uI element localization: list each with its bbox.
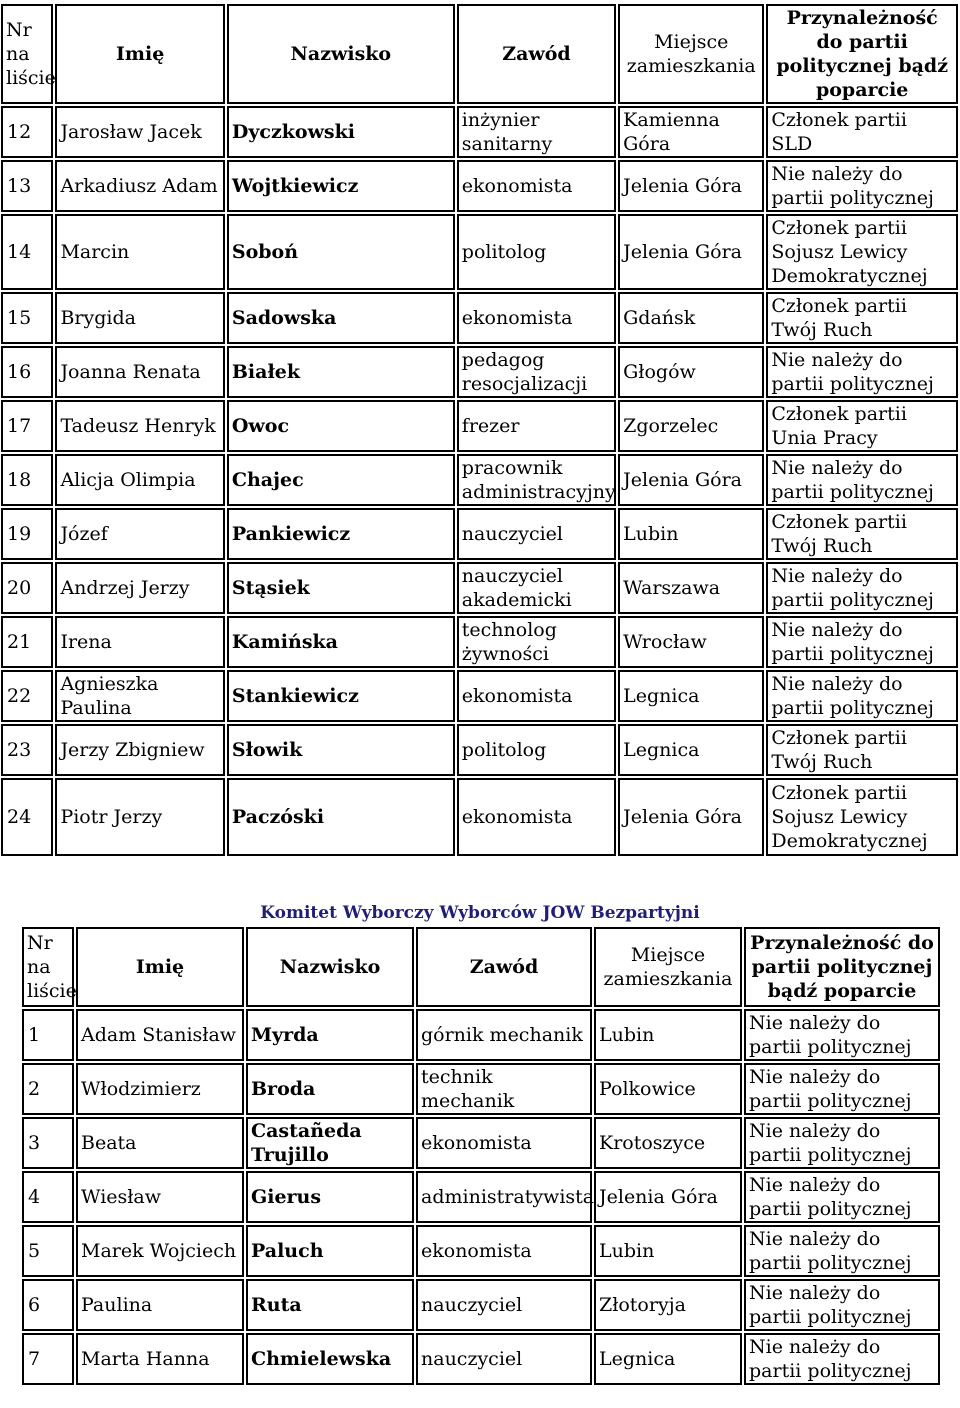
cell-party: Nie należy do partii politycznej bbox=[766, 562, 958, 614]
cell-first-name: Irena bbox=[55, 616, 224, 668]
table-row bbox=[1, 454, 958, 506]
cell-party: Nie należy do partii politycznej bbox=[766, 670, 958, 722]
cell-first-name: Brygida bbox=[55, 292, 224, 344]
cell-nr: 15 bbox=[1, 292, 53, 344]
table-row bbox=[22, 1117, 940, 1169]
cell-last-name: Pankiewicz bbox=[227, 508, 455, 560]
cell-residence: Złotoryja bbox=[594, 1279, 742, 1331]
cell-last-name: Chajec bbox=[227, 454, 455, 506]
cell-party: Nie należy do partii politycznej bbox=[766, 346, 958, 398]
table-row bbox=[22, 1009, 940, 1061]
cell-last-name: Kamińska bbox=[227, 616, 455, 668]
cell-occupation: technik mechanik bbox=[416, 1063, 592, 1115]
cell-residence: Jelenia Góra bbox=[618, 160, 764, 212]
table-row bbox=[1, 400, 958, 452]
cell-party: Nie należy do partii politycznej bbox=[744, 1279, 940, 1331]
cell-occupation: technolog żywności bbox=[457, 616, 616, 668]
cell-occupation: administratywista bbox=[416, 1171, 592, 1223]
cell-last-name: Soboń bbox=[227, 214, 455, 290]
cell-first-name: Józef bbox=[55, 508, 224, 560]
cell-nr: 18 bbox=[1, 454, 53, 506]
cell-party: Członek partii Twój Ruch bbox=[766, 508, 958, 560]
header-first-name: Imię bbox=[76, 927, 244, 1007]
cell-occupation: inżynier sanitarny bbox=[457, 106, 616, 158]
table-row bbox=[1, 508, 958, 560]
table-row bbox=[1, 160, 958, 212]
cell-nr: 17 bbox=[1, 400, 53, 452]
cell-nr: 12 bbox=[1, 106, 53, 158]
cell-nr: 13 bbox=[1, 160, 53, 212]
cell-first-name: Włodzimierz bbox=[76, 1063, 244, 1115]
header-row bbox=[22, 927, 940, 1007]
cell-residence: Warszawa bbox=[618, 562, 764, 614]
committee-title: Komitet Wyborczy Wyborców JOW Bezpartyjni bbox=[260, 903, 700, 923]
cell-first-name: Wiesław bbox=[76, 1171, 244, 1223]
cell-first-name: Beata bbox=[76, 1117, 244, 1169]
cell-party: Członek partii Twój Ruch bbox=[766, 724, 958, 776]
cell-residence: Jelenia Góra bbox=[618, 778, 764, 856]
cell-last-name: Stankiewicz bbox=[227, 670, 455, 722]
table-row bbox=[1, 292, 958, 344]
cell-nr: 2 bbox=[22, 1063, 74, 1115]
cell-nr: 1 bbox=[22, 1009, 74, 1061]
table-row bbox=[22, 1063, 940, 1115]
header-party: Przynależność do partii politycznej bądź poparcie bbox=[744, 927, 940, 1007]
cell-nr: 6 bbox=[22, 1279, 74, 1331]
cell-nr: 19 bbox=[1, 508, 53, 560]
cell-party: Członek partii Unia Pracy bbox=[766, 400, 958, 452]
cell-residence: Jelenia Góra bbox=[618, 214, 764, 290]
cell-first-name: Jarosław Jacek bbox=[55, 106, 224, 158]
header-row bbox=[1, 4, 958, 104]
cell-last-name: Ruta bbox=[246, 1279, 414, 1331]
cell-first-name: Agnieszka Paulina bbox=[55, 670, 224, 722]
cell-party: Nie należy do partii politycznej bbox=[766, 160, 958, 212]
header-nr: Nr na liście bbox=[1, 4, 53, 104]
cell-party: Członek partii Sojusz Lewicy Demokratycznej bbox=[766, 778, 958, 856]
cell-last-name: Castañeda Trujillo bbox=[246, 1117, 414, 1169]
cell-occupation: nauczyciel akademicki bbox=[457, 562, 616, 614]
cell-first-name: Marcin bbox=[55, 214, 224, 290]
cell-last-name: Dyczkowski bbox=[227, 106, 455, 158]
cell-nr: 16 bbox=[1, 346, 53, 398]
header-last-name: Nazwisko bbox=[246, 927, 414, 1007]
cell-first-name: Andrzej Jerzy bbox=[55, 562, 224, 614]
cell-last-name: Gierus bbox=[246, 1171, 414, 1223]
cell-nr: 23 bbox=[1, 724, 53, 776]
table-row bbox=[22, 1333, 940, 1385]
cell-occupation: ekonomista bbox=[457, 670, 616, 722]
table-row bbox=[1, 778, 958, 856]
cell-residence: Legnica bbox=[618, 724, 764, 776]
cell-party: Nie należy do partii politycznej bbox=[744, 1063, 940, 1115]
cell-residence: Zgorzelec bbox=[618, 400, 764, 452]
cell-nr: 24 bbox=[1, 778, 53, 856]
cell-first-name: Tadeusz Henryk bbox=[55, 400, 224, 452]
cell-residence: Legnica bbox=[594, 1333, 742, 1385]
cell-last-name: Myrda bbox=[246, 1009, 414, 1061]
header-first-name: Imię bbox=[55, 4, 224, 104]
cell-occupation: ekonomista bbox=[416, 1225, 592, 1277]
cell-party: Nie należy do partii politycznej bbox=[744, 1225, 940, 1277]
candidates-table-2 bbox=[20, 925, 942, 1387]
header-residence: Miejsce zamieszkania bbox=[618, 4, 764, 104]
table-row bbox=[1, 214, 958, 290]
cell-residence: Krotoszyce bbox=[594, 1117, 742, 1169]
header-occupation: Zawód bbox=[457, 4, 616, 104]
cell-nr: 4 bbox=[22, 1171, 74, 1223]
cell-last-name: Białek bbox=[227, 346, 455, 398]
table-row bbox=[22, 1279, 940, 1331]
header-occupation: Zawód bbox=[416, 927, 592, 1007]
cell-first-name: Alicja Olimpia bbox=[55, 454, 224, 506]
cell-occupation: politolog bbox=[457, 724, 616, 776]
cell-residence: Lubin bbox=[594, 1225, 742, 1277]
cell-party: Członek partii Sojusz Lewicy Demokratycznej bbox=[766, 214, 958, 290]
cell-party: Nie należy do partii politycznej bbox=[766, 616, 958, 668]
cell-residence: Kamienna Góra bbox=[618, 106, 764, 158]
cell-residence: Wrocław bbox=[618, 616, 764, 668]
cell-occupation: ekonomista bbox=[457, 292, 616, 344]
cell-party: Nie należy do partii politycznej bbox=[744, 1171, 940, 1223]
cell-last-name: Chmielewska bbox=[246, 1333, 414, 1385]
cell-residence: Jelenia Góra bbox=[618, 454, 764, 506]
cell-occupation: nauczyciel bbox=[416, 1279, 592, 1331]
cell-first-name: Piotr Jerzy bbox=[55, 778, 224, 856]
cell-party: Członek partii Twój Ruch bbox=[766, 292, 958, 344]
table-row bbox=[1, 616, 958, 668]
table-row bbox=[1, 562, 958, 614]
cell-party: Nie należy do partii politycznej bbox=[766, 454, 958, 506]
cell-occupation: nauczyciel bbox=[416, 1333, 592, 1385]
cell-occupation: frezer bbox=[457, 400, 616, 452]
cell-occupation: ekonomista bbox=[457, 160, 616, 212]
cell-first-name: Paulina bbox=[76, 1279, 244, 1331]
cell-residence: Lubin bbox=[618, 508, 764, 560]
cell-residence: Lubin bbox=[594, 1009, 742, 1061]
cell-occupation: politolog bbox=[457, 214, 616, 290]
cell-party: Nie należy do partii politycznej bbox=[744, 1333, 940, 1385]
cell-occupation: górnik mechanik bbox=[416, 1009, 592, 1061]
cell-nr: 7 bbox=[22, 1333, 74, 1385]
cell-first-name: Jerzy Zbigniew bbox=[55, 724, 224, 776]
cell-nr: 20 bbox=[1, 562, 53, 614]
cell-residence: Polkowice bbox=[594, 1063, 742, 1115]
cell-nr: 14 bbox=[1, 214, 53, 290]
cell-residence: Głogów bbox=[618, 346, 764, 398]
table-row bbox=[22, 1171, 940, 1223]
cell-first-name: Joanna Renata bbox=[55, 346, 224, 398]
table-row bbox=[1, 724, 958, 776]
candidates-table-1 bbox=[0, 2, 960, 858]
cell-party: Członek partii SLD bbox=[766, 106, 958, 158]
cell-residence: Legnica bbox=[618, 670, 764, 722]
table-row bbox=[22, 1225, 940, 1277]
header-last-name: Nazwisko bbox=[227, 4, 455, 104]
cell-nr: 5 bbox=[22, 1225, 74, 1277]
cell-occupation: pedagog resocjalizacji bbox=[457, 346, 616, 398]
cell-occupation: ekonomista bbox=[416, 1117, 592, 1169]
cell-nr: 22 bbox=[1, 670, 53, 722]
cell-occupation: ekonomista bbox=[457, 778, 616, 856]
cell-last-name: Stąsiek bbox=[227, 562, 455, 614]
header-nr: Nr na liście bbox=[22, 927, 74, 1007]
cell-last-name: Wojtkiewicz bbox=[227, 160, 455, 212]
table-row bbox=[1, 346, 958, 398]
cell-occupation: nauczyciel bbox=[457, 508, 616, 560]
cell-occupation: pracownik administracyjny bbox=[457, 454, 616, 506]
cell-last-name: Sadowska bbox=[227, 292, 455, 344]
cell-residence: Gdańsk bbox=[618, 292, 764, 344]
table-row bbox=[1, 106, 958, 158]
header-party: Przynależność do partii politycznej bądź poparcie bbox=[766, 4, 958, 104]
cell-residence: Jelenia Góra bbox=[594, 1171, 742, 1223]
cell-first-name: Arkadiusz Adam bbox=[55, 160, 224, 212]
cell-first-name: Marta Hanna bbox=[76, 1333, 244, 1385]
header-residence: Miejsce zamieszkania bbox=[594, 927, 742, 1007]
cell-nr: 21 bbox=[1, 616, 53, 668]
cell-last-name: Paluch bbox=[246, 1225, 414, 1277]
cell-party: Nie należy do partii politycznej bbox=[744, 1009, 940, 1061]
cell-first-name: Adam Stanisław bbox=[76, 1009, 244, 1061]
cell-first-name: Marek Wojciech bbox=[76, 1225, 244, 1277]
cell-last-name: Owoc bbox=[227, 400, 455, 452]
cell-last-name: Słowik bbox=[227, 724, 455, 776]
table-row bbox=[1, 670, 958, 722]
cell-party: Nie należy do partii politycznej bbox=[744, 1117, 940, 1169]
cell-nr: 3 bbox=[22, 1117, 74, 1169]
cell-last-name: Paczóski bbox=[227, 778, 455, 856]
cell-last-name: Broda bbox=[246, 1063, 414, 1115]
